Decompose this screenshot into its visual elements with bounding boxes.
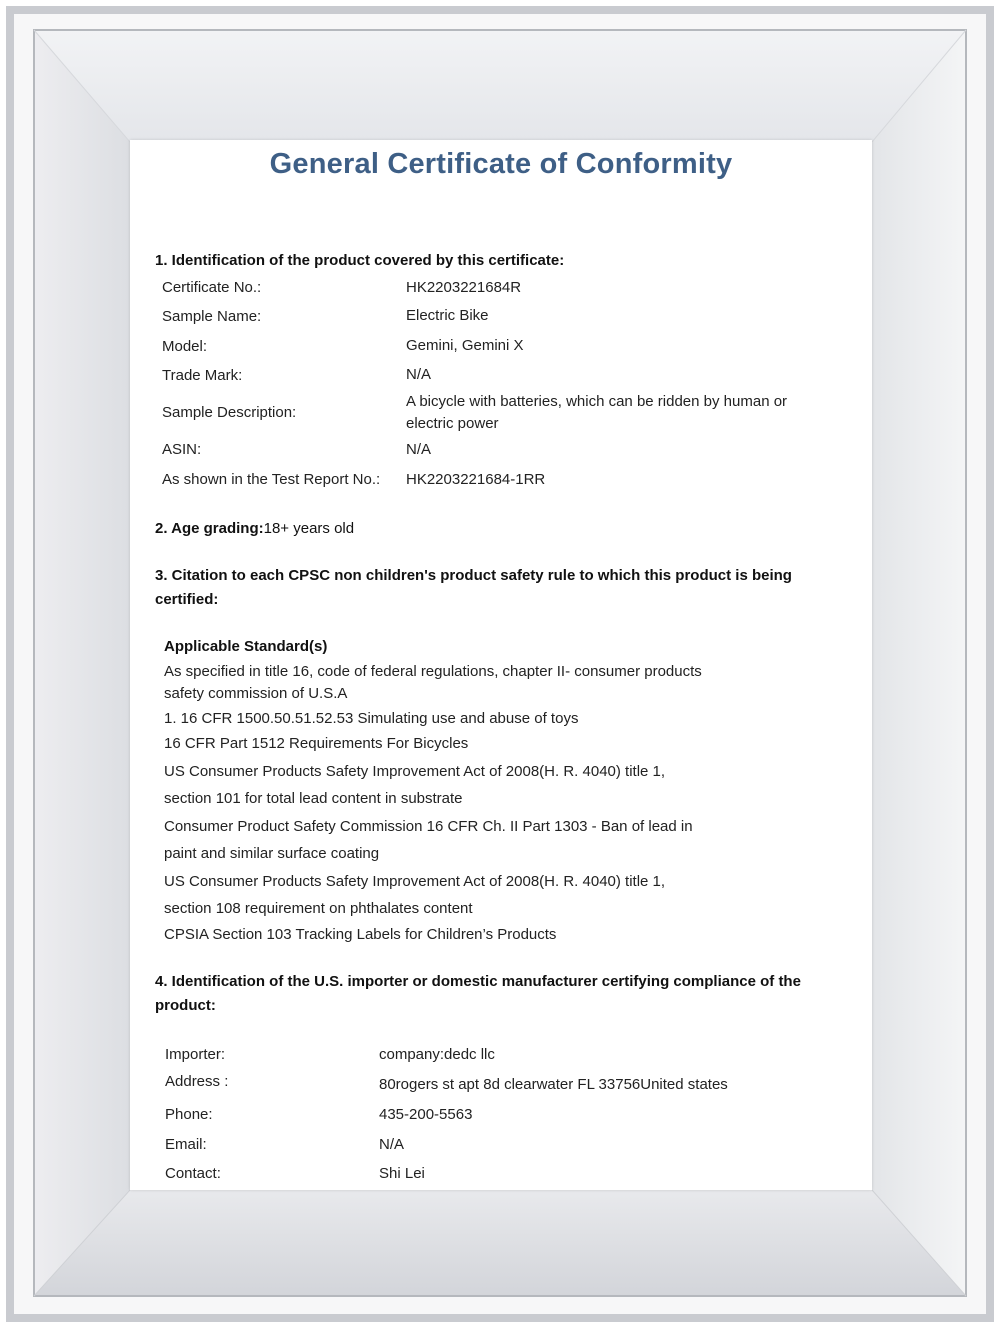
- standard-line: As specified in title 16, code of federal regulations, chapter II- consumer products: [164, 663, 702, 680]
- section-3-heading-line-1: 3. Citation to each CPSC non children's product safety rule to which this product is being: [155, 567, 792, 584]
- section-1-heading: 1. Identification of the product covered by this certificate:: [155, 252, 565, 269]
- phone-value: 435-200-5563: [379, 1106, 473, 1123]
- standard-line: paint and similar surface coating: [164, 845, 380, 862]
- document-title: General Certificate of Conformity: [269, 148, 733, 180]
- contact-label: Contact:: [165, 1165, 221, 1182]
- age-grading-value: 18+ years old: [263, 520, 355, 537]
- sample-description-label: Sample Description:: [162, 404, 297, 421]
- importer-label: Importer:: [165, 1046, 226, 1063]
- email-label: Email:: [165, 1136, 207, 1153]
- phone-label: Phone:: [165, 1106, 213, 1123]
- certificate-no-label: Certificate No.:: [162, 279, 262, 296]
- address-label: Address :: [165, 1073, 229, 1090]
- certificate-no-value: HK2203221684R: [406, 279, 522, 296]
- section-4-heading-line-1: 4. Identification of the U.S. importer or domestic manufacturer certifying compliance of the: [155, 973, 801, 990]
- test-report-label: As shown in the Test Report No.:: [162, 471, 381, 488]
- section-2-age-grading: [155, 520, 354, 537]
- model-label: Model:: [162, 338, 208, 355]
- section-4-heading-line-2: product:: [155, 997, 216, 1014]
- sample-description-value-line-1: A bicycle with batteries, which can be ridden by human or: [406, 393, 788, 410]
- standard-line: safety commission of U.S.A: [164, 685, 348, 702]
- sample-description-value-line-2: electric power: [406, 415, 499, 432]
- test-report-value: HK2203221684-1RR: [406, 471, 546, 488]
- standard-line: 16 CFR Part 1512 Requirements For Bicycles: [164, 735, 469, 752]
- standard-line: US Consumer Products Safety Improvement Act of 2008(H. R. 4040) title 1,: [164, 763, 666, 780]
- asin-label: ASIN:: [162, 441, 202, 458]
- standard-line: Consumer Product Safety Commission 16 CFR Ch. II Part 1303 - Ban of lead in: [164, 818, 693, 835]
- standard-line: section 108 requirement on phthalates content: [164, 900, 473, 917]
- contact-value: Shi Lei: [379, 1165, 425, 1182]
- address-value: 80rogers st apt 8d clearwater FL 33756United states: [379, 1076, 728, 1093]
- model-value: Gemini, Gemini X: [406, 337, 524, 354]
- certificate-document: [130, 140, 872, 1190]
- sample-name-label: Sample Name:: [162, 308, 262, 325]
- standard-line: CPSIA Section 103 Tracking Labels for Children’s Products: [164, 926, 557, 943]
- applicable-standards-heading: Applicable Standard(s): [164, 638, 328, 655]
- email-value: N/A: [379, 1136, 405, 1153]
- standard-line: section 101 for total lead content in substrate: [164, 790, 463, 807]
- trade-mark-label: Trade Mark:: [162, 367, 243, 384]
- section-3-heading-line-2: certified:: [155, 591, 219, 608]
- standard-line: 1. 16 CFR 1500.50.51.52.53 Simulating use and abuse of toys: [164, 710, 579, 727]
- trade-mark-value: N/A: [406, 366, 432, 383]
- sample-name-value: Electric Bike: [406, 307, 489, 324]
- standard-line: US Consumer Products Safety Improvement Act of 2008(H. R. 4040) title 1,: [164, 873, 666, 890]
- age-grading-heading: 2. Age grading:: [155, 520, 264, 537]
- asin-value: N/A: [406, 441, 432, 458]
- importer-value: company:dedc llc: [379, 1046, 495, 1063]
